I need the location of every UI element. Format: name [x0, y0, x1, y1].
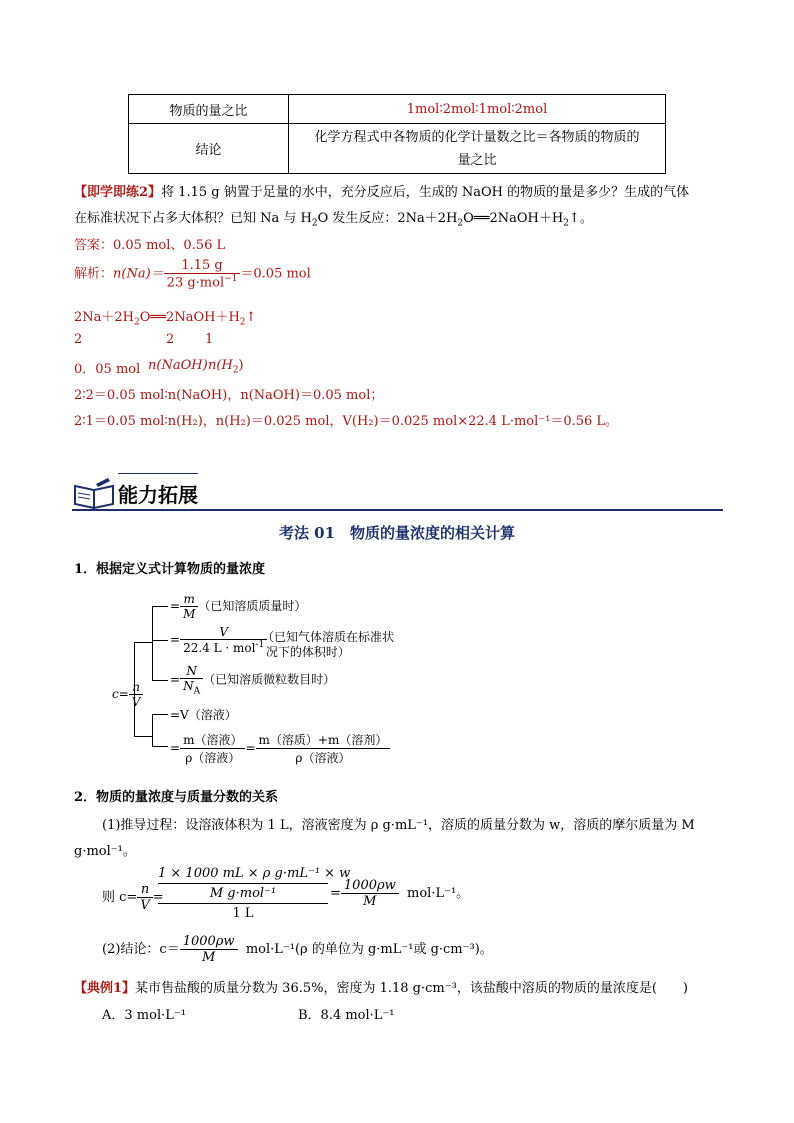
- tree-branch-mass: = $\frac{m}{M}$ （已知溶质质量时）: [170, 592, 307, 621]
- section-subtitle: 考法 01 物质的量浓度的相关计算: [278, 524, 516, 542]
- table-value-ratio: 1mol∶2mol∶1mol∶2mol: [289, 95, 666, 124]
- summary-table: [128, 94, 666, 174]
- tree-branch-particles: = $\frac{N}{N_A}$ （已知溶质微粒数目时）: [170, 664, 336, 697]
- section-title: 能力拓展: [118, 483, 198, 507]
- option-a: A．3 mol·L⁻¹: [102, 1008, 186, 1023]
- coef-h2: 1: [205, 332, 214, 347]
- practice-question-line1: 【即学即练2】将 1.15 g 钠置于足量的水中，充分反应后，生成的 NaOH 的物质的量是多少？生成的气体: [74, 185, 690, 200]
- table-label-conclusion: 结论: [129, 124, 289, 174]
- section-rule: [72, 509, 723, 511]
- amount-naoh: n(NaOH): [148, 358, 208, 373]
- amount-na: 0．05 mol: [74, 362, 141, 377]
- practice-question-line2: 在标准状况下占多大体积？已知 Na 与 $H_2O$ 发生反应：$2Na+2H_2O══2NaOH+H_2↑$。: [74, 211, 593, 229]
- ratio-line-2: 2∶1＝0.05 mol∶n(H₂)，n(H₂)＝0.025 mol，V(H₂)＝0.025 mol×22.4 L·mol⁻¹＝0.56 L。: [74, 414, 619, 429]
- coef-naoh: 2: [166, 332, 175, 347]
- heading-1: 1．根据定义式计算物质的量浓度: [74, 562, 266, 577]
- derivation-lhs: 则 c= $\frac{n}{V}$ =: [102, 882, 164, 913]
- derivation-result: = $\frac{1000\rho w}{M}$ mol·L⁻¹。: [330, 878, 470, 909]
- conclusion-formula: (2)结论：c＝ $\frac{1000\rho w}{M}$ mol·L⁻¹(ρ 的单位为 g·mL⁻¹或 g·cm⁻³)。: [102, 934, 493, 965]
- book-icon: [72, 476, 120, 510]
- coef-na: 2: [74, 332, 83, 347]
- header-accent-line: [118, 473, 198, 474]
- tree-branch-volume: =V（溶液）: [170, 708, 237, 722]
- tree-root: c= $\frac{n}{V}$: [112, 680, 143, 709]
- tree-branch-density: = $\frac{\text{m（溶液）}}{\text{ρ（溶液）}}$ = $\frac{\text{m（溶质）+m（溶剂）}}{\text{ρ（溶液）}}$: [170, 731, 390, 766]
- derivation-intro: (1)推导过程：设溶液体积为 1 L，溶液密度为 ρ g·mL⁻¹，溶质的质量分数为 w，溶质的摩尔质量为 M: [102, 818, 695, 833]
- ratio-line-1: 2∶2＝0.05 mol∶n(NaOH)，n(NaOH)＝0.05 mol；: [74, 388, 384, 403]
- heading-2: 2．物质的量浓度与质量分数的关系: [74, 790, 279, 805]
- reaction-equation: $2Na+2H_2O══2NaOH+H_2↑$: [74, 310, 257, 328]
- tree-branch-gas: = $\frac{V}{22.4 L \cdot mol^{-1}}$: [170, 625, 267, 655]
- tree-branch-gas-note: （已知气体溶质在标准状 况下的体积时）: [262, 630, 395, 659]
- table-label-ratio: 物质的量之比: [129, 95, 289, 124]
- amount-h2: $n(H_2)$: [208, 358, 244, 376]
- derivation-big-fraction: 1 × 1000 mL × ρ g·mL⁻¹ × w M g·mol⁻¹ 1 L: [158, 866, 351, 921]
- table-value-conclusion: 化学方程式中各物质的化学计量数之比＝各物质的物质的 量之比: [289, 124, 666, 174]
- analysis-fraction: 解析：n(Na)＝ $\frac{1.15 g}{23 g\cdot mol^{-1}}$ ＝0.05 mol: [74, 258, 311, 291]
- option-b: B．8.4 mol·L⁻¹: [298, 1008, 395, 1023]
- example-question: 【典例1】某市售盐酸的质量分数为 36.5%，密度为 1.18 g·cm⁻³，该盐酸中溶质的物质的量浓度是( ): [74, 981, 688, 996]
- answer-line: 答案：0.05 mol、0.56 L: [74, 238, 226, 253]
- derivation-intro-cont: g·mol⁻¹。: [74, 844, 136, 859]
